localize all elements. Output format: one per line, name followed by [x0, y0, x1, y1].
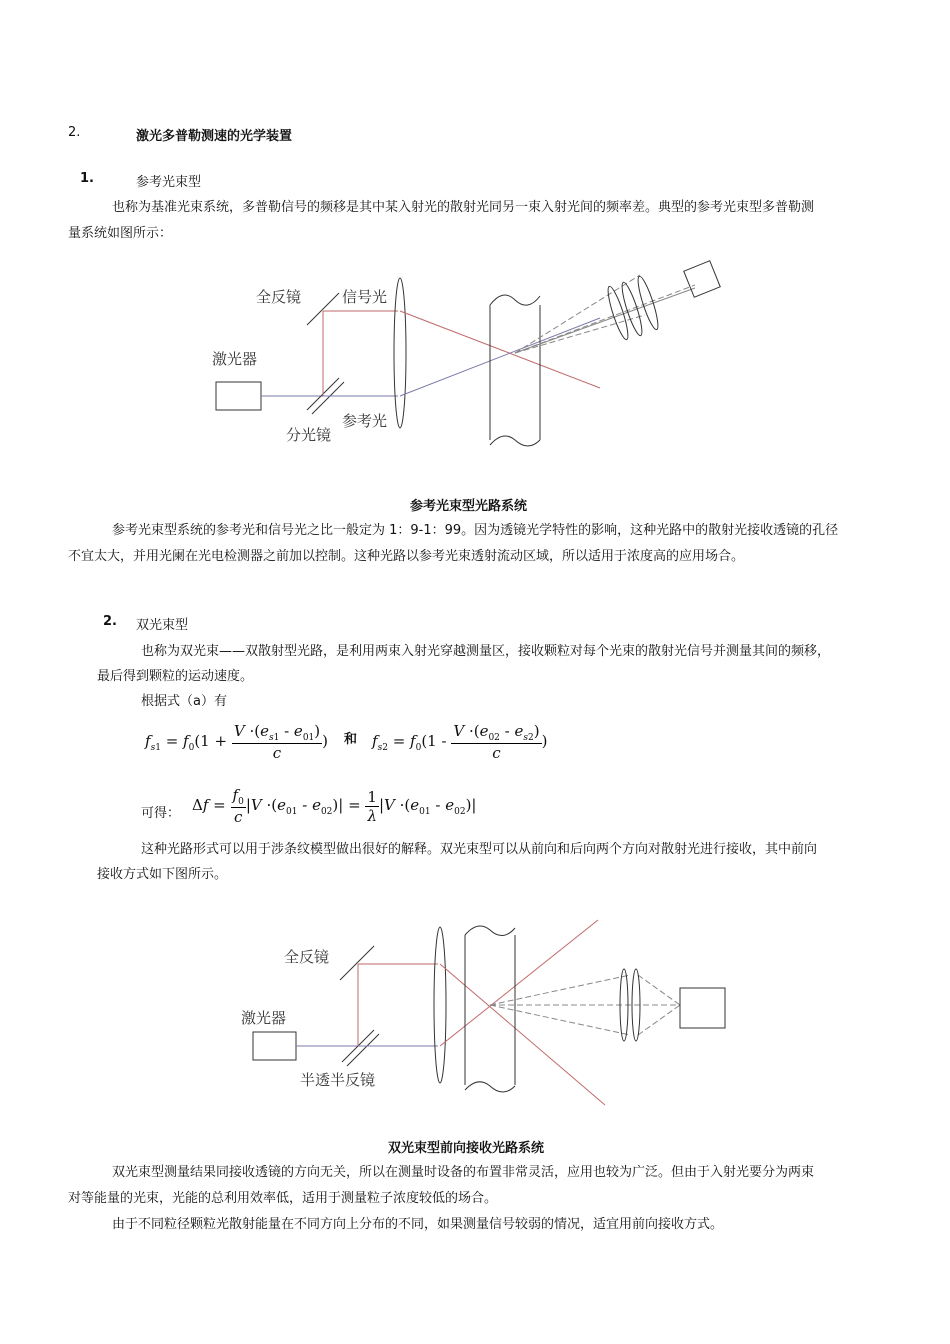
fig2-label-half-mirror: 半透半反镜 [300, 1071, 376, 1089]
fig2-label-mirror: 全反镜 [284, 948, 330, 966]
fig1-label-signal: 信号光 [342, 288, 388, 306]
and-word: 和 [344, 732, 358, 747]
subsection-2-title: 双光束型 [136, 618, 189, 633]
sec2-para1-line2: 最后得到颗粒的运动速度。 [97, 669, 254, 684]
formula-fs2: $f_{s2} = f_0(1$ - $\frac{V \cdot(e_{02} - e_{s2})}{c}$ ) [372, 722, 548, 762]
formula-delta-f: Δf = $\frac{f_0}{c}$ $|V \cdot(e_{01} - e_{02})|$ = $\frac{1}{\lambda}$ $|V \cdot(e_{01} - e_{02})|$ [192, 786, 477, 826]
fig1-label-mirror: 全反镜 [256, 288, 302, 306]
subsection-1-title: 参考光束型 [136, 175, 202, 190]
sec2-para2-line2: 接收方式如下图所示。 [97, 867, 228, 882]
sec2-para2-line1: 这种光路形式可以用于涉条纹模型做出很好的解释。双光束型可以从前向和后向两个方向对散射光进行接收，其中前向 [141, 842, 818, 857]
sec2-para3-line1: 双光束型测量结果同接收透镜的方向无关，所以在测量时设备的布置非常灵活，应用也较为广泛。但由于入射光要分为两束 [112, 1165, 815, 1180]
sec1-para1-line2: 量系统如图所示： [68, 226, 173, 241]
sec2-para3-line2: 对等能量的光束，光能的总利用效率低，适用于测量粒子浓度较低的场合。 [68, 1191, 498, 1206]
derive-word: 可得： [141, 806, 181, 821]
fig2-label-laser: 激光器 [241, 1009, 287, 1027]
sec1-para2-line1: 参考光束型系统的参考光和信号光之比一般定为 1：9-1：99。因为透镜光学特性的影响，这种光路中的散射光接收透镜的孔径 [112, 523, 839, 538]
subsection-2-number: 2. [103, 614, 117, 629]
sec2-para1-line1: 也称为双光束——双散射型光路，是利用两束入射光穿越测量区，接收颗粒对每个光束的散射光信号并测量其间的频移， [141, 644, 831, 659]
subsection-1-number: 1. [80, 171, 94, 186]
formula-intro: 根据式（a）有 [141, 694, 227, 709]
fig1-label-laser: 激光器 [212, 350, 258, 368]
sec1-para2-line2: 不宜太大，并用光阑在光电检测器之前加以控制。这种光路以参考光束透射流动区域，所以适用于浓度高的应用场合。 [68, 549, 745, 564]
formula-fs1: $f_{s1} = f_0(1$ + $\frac{V \cdot(e_{s1} - e_{01})}{c}$ ) [145, 722, 328, 762]
sec1-para1-line1: 也称为基准光束系统，多普勒信号的频移是其中某入射光的散射光同另一束入射光间的频率差。典型的参考光束型多普勒测 [112, 200, 815, 215]
section-number: 2. [68, 125, 81, 140]
fig1-caption: 参考光束型光路系统 [410, 499, 528, 514]
fig1-label-reference: 参考光 [342, 412, 388, 430]
section-title: 激光多普勒测速的光学装置 [136, 129, 293, 144]
laser-box-2 [253, 1032, 296, 1060]
sec2-para4: 由于不同粒径颗粒光散射能量在不同方向上分布的不同，如果测量信号较弱的情况，适宜用前向接收方式。 [112, 1217, 724, 1232]
fig1-label-splitter: 分光镜 [286, 426, 332, 444]
fig2-caption: 双光束型前向接收光路系统 [388, 1141, 545, 1156]
